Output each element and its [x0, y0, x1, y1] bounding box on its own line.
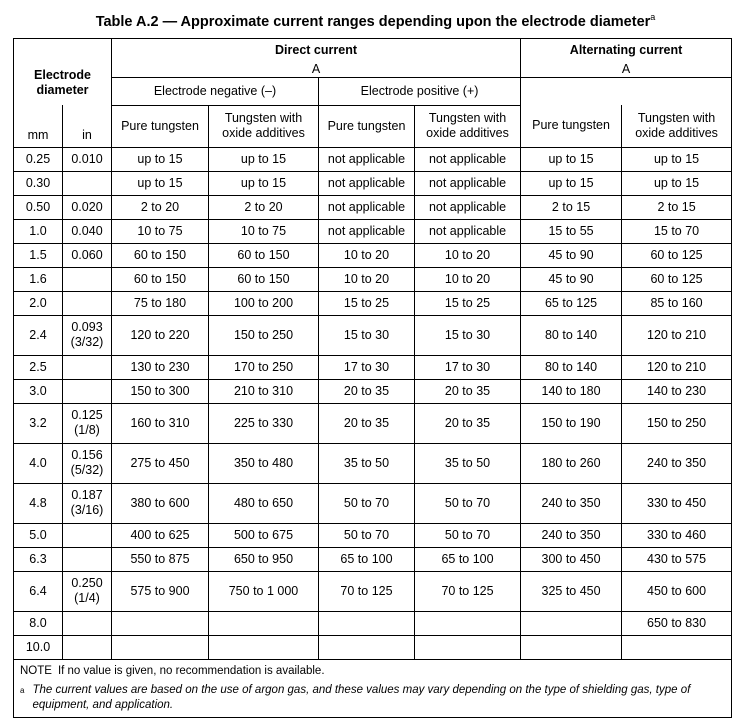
cell-dc-neg-oxide: 150 to 250 [209, 315, 319, 355]
cell-dc-neg-pure: 120 to 220 [112, 315, 209, 355]
cell-ac-oxide: 120 to 210 [622, 355, 732, 379]
table-header [14, 39, 732, 148]
cell-dc-pos-pure: 50 to 70 [319, 483, 415, 523]
header-alternating-current: Alternating current [521, 39, 732, 62]
cell-in [63, 571, 112, 611]
cell-dc-neg-pure: up to 15 [112, 147, 209, 171]
cell-dc-neg-oxide: 500 to 675 [209, 523, 319, 547]
cell-dc-neg-pure [112, 635, 209, 659]
cell-mm: 4.0 [14, 443, 63, 483]
cell-in-fraction: (3/32) [70, 335, 104, 349]
cell-dc-neg-oxide: 100 to 200 [209, 291, 319, 315]
cell-dc-pos-pure: not applicable [319, 219, 415, 243]
cell-ac-pure: 80 to 140 [521, 315, 622, 355]
cell-mm: 3.0 [14, 379, 63, 403]
cell-ac-pure: 140 to 180 [521, 379, 622, 403]
cell-in [63, 403, 112, 443]
cell-mm: 0.25 [14, 147, 63, 171]
cell-ac-oxide: up to 15 [622, 171, 732, 195]
cell-in-fraction: (1/4) [74, 591, 100, 605]
cell-dc-pos-oxide: not applicable [415, 171, 521, 195]
cell-dc-pos-oxide: 50 to 70 [415, 483, 521, 523]
cell-in [63, 483, 112, 523]
header-ac-pure: Pure tungsten [521, 105, 622, 147]
cell-ac-oxide: 240 to 350 [622, 443, 732, 483]
cell-dc-pos-oxide: 50 to 70 [415, 523, 521, 547]
cell-dc-neg-oxide: 2 to 20 [209, 195, 319, 219]
table-row [14, 483, 732, 523]
cell-dc-pos-oxide: 10 to 20 [415, 243, 521, 267]
cell-dc-pos-pure: 20 to 35 [319, 403, 415, 443]
cell-in [63, 267, 112, 291]
cell-dc-neg-oxide: 225 to 330 [209, 403, 319, 443]
cell-mm: 2.4 [14, 315, 63, 355]
table-row [14, 147, 732, 171]
cell-mm: 1.0 [14, 219, 63, 243]
cell-ac-oxide: 60 to 125 [622, 267, 732, 291]
cell-dc-pos-oxide: 17 to 30 [415, 355, 521, 379]
table-row [14, 243, 732, 267]
cell-in [63, 611, 112, 635]
cell-dc-pos-pure: 17 to 30 [319, 355, 415, 379]
cell-ac-oxide: 140 to 230 [622, 379, 732, 403]
cell-dc-pos-oxide: not applicable [415, 147, 521, 171]
table-row [14, 443, 732, 483]
cell-dc-pos-pure [319, 635, 415, 659]
cell-in [63, 195, 112, 219]
cell-in [63, 635, 112, 659]
cell-dc-pos-pure: not applicable [319, 147, 415, 171]
cell-dc-neg-oxide: 480 to 650 [209, 483, 319, 523]
cell-ac-oxide: 150 to 250 [622, 403, 732, 443]
cell-in [63, 291, 112, 315]
cell-dc-pos-pure: 10 to 20 [319, 267, 415, 291]
cell-dc-neg-pure [112, 611, 209, 635]
header-direct-current-unit: A [112, 62, 521, 78]
cell-ac-oxide: 330 to 460 [622, 523, 732, 547]
cell-dc-pos-pure: not applicable [319, 195, 415, 219]
cell-dc-pos-oxide: 15 to 25 [415, 291, 521, 315]
cell-in-fraction: (1/8) [74, 423, 100, 437]
table-row [14, 291, 732, 315]
cell-dc-neg-pure: 60 to 150 [112, 243, 209, 267]
cell-dc-pos-oxide [415, 611, 521, 635]
header-electrode-positive: Electrode positive (+) [319, 77, 521, 105]
cell-ac-pure: 2 to 15 [521, 195, 622, 219]
cell-dc-neg-pure: 75 to 180 [112, 291, 209, 315]
table-row [14, 219, 732, 243]
cell-mm: 0.30 [14, 171, 63, 195]
header-ac-oxide: Tungsten with oxide additives [622, 105, 732, 147]
cell-ac-pure: 65 to 125 [521, 291, 622, 315]
cell-mm: 2.0 [14, 291, 63, 315]
cell-ac-oxide: 15 to 70 [622, 219, 732, 243]
cell-dc-neg-oxide: 750 to 1 000 [209, 571, 319, 611]
cell-mm: 0.50 [14, 195, 63, 219]
cell-in-decimal: 0.010 [71, 151, 103, 166]
cell-ac-oxide: 2 to 15 [622, 195, 732, 219]
cell-ac-oxide: 330 to 450 [622, 483, 732, 523]
cell-dc-neg-oxide: up to 15 [209, 147, 319, 171]
cell-dc-pos-oxide: 20 to 35 [415, 379, 521, 403]
cell-ac-oxide: 450 to 600 [622, 571, 732, 611]
cell-in [63, 523, 112, 547]
table-row [14, 635, 732, 659]
cell-ac-pure: up to 15 [521, 171, 622, 195]
cell-dc-neg-pure: 575 to 900 [112, 571, 209, 611]
current-ranges-table [13, 38, 732, 718]
cell-dc-neg-oxide: 650 to 950 [209, 547, 319, 571]
cell-ac-oxide [622, 635, 732, 659]
cell-ac-pure [521, 611, 622, 635]
cell-in-decimal: 0.040 [71, 223, 103, 238]
cell-mm: 8.0 [14, 611, 63, 635]
cell-ac-pure: up to 15 [521, 147, 622, 171]
header-electrode-diameter: Electrode diameter [14, 62, 112, 106]
cell-in-fraction: (5/32) [70, 463, 104, 477]
cell-dc-pos-pure: 10 to 20 [319, 243, 415, 267]
cell-dc-neg-oxide: 170 to 250 [209, 355, 319, 379]
footnote [20, 683, 725, 713]
cell-dc-pos-pure: 50 to 70 [319, 523, 415, 547]
header-mm: mm [14, 105, 63, 147]
cell-dc-neg-pure: 400 to 625 [112, 523, 209, 547]
cell-in-decimal: 0.093 [71, 320, 103, 334]
table-title: Table A.2 — Approximate current ranges depending upon the electrode diameter$^a$ [95, 12, 656, 30]
header-dc-neg-oxide: Tungsten with oxide additives [209, 105, 319, 147]
cell-dc-pos-pure: 15 to 25 [319, 291, 415, 315]
table-notes [14, 659, 732, 717]
cell-in-decimal: 0.250 [71, 576, 103, 590]
header-dc-pos-pure: Pure tungsten [319, 105, 415, 147]
table-row [14, 355, 732, 379]
cell-dc-neg-oxide: 350 to 480 [209, 443, 319, 483]
header-dc-pos-oxide: Tungsten with oxide additives [415, 105, 521, 147]
cell-dc-neg-oxide [209, 611, 319, 635]
cell-dc-pos-pure: 20 to 35 [319, 379, 415, 403]
cell-dc-neg-oxide [209, 635, 319, 659]
cell-ac-oxide: 120 to 210 [622, 315, 732, 355]
cell-dc-pos-oxide: 15 to 30 [415, 315, 521, 355]
cell-dc-neg-oxide: up to 15 [209, 171, 319, 195]
cell-mm: 6.3 [14, 547, 63, 571]
table-row [14, 267, 732, 291]
cell-ac-pure: 240 to 350 [521, 523, 622, 547]
cell-ac-pure: 240 to 350 [521, 483, 622, 523]
cell-dc-pos-oxide [415, 635, 521, 659]
cell-dc-pos-oxide: 35 to 50 [415, 443, 521, 483]
cell-in [63, 315, 112, 355]
footnote-text: The current values are based on the use of argon gas, and these values may vary depending on the type of shielding gas, type of equipment, and application. [32, 683, 691, 711]
cell-ac-pure [521, 635, 622, 659]
cell-dc-neg-oxide: 210 to 310 [209, 379, 319, 403]
cell-dc-neg-pure: 150 to 300 [112, 379, 209, 403]
cell-mm: 4.8 [14, 483, 63, 523]
cell-mm: 1.5 [14, 243, 63, 267]
cell-dc-pos-pure [319, 611, 415, 635]
cell-ac-oxide: 60 to 125 [622, 243, 732, 267]
table-row [14, 315, 732, 355]
cell-ac-oxide: 430 to 575 [622, 547, 732, 571]
footnote-mark: a [20, 685, 25, 695]
cell-ac-pure: 45 to 90 [521, 267, 622, 291]
cell-dc-pos-pure: 15 to 30 [319, 315, 415, 355]
cell-dc-pos-pure: 70 to 125 [319, 571, 415, 611]
cell-mm: 5.0 [14, 523, 63, 547]
note-cell [14, 659, 732, 717]
cell-ac-pure: 150 to 190 [521, 403, 622, 443]
cell-dc-neg-pure: 60 to 150 [112, 267, 209, 291]
cell-dc-pos-oxide: 70 to 125 [415, 571, 521, 611]
header-electrode-negative: Electrode negative (–) [112, 77, 319, 105]
cell-in [63, 147, 112, 171]
cell-ac-pure: 180 to 260 [521, 443, 622, 483]
cell-dc-neg-pure: 2 to 20 [112, 195, 209, 219]
table-row [14, 171, 732, 195]
cell-dc-pos-oxide: 20 to 35 [415, 403, 521, 443]
cell-dc-pos-oxide: not applicable [415, 195, 521, 219]
cell-ac-pure: 325 to 450 [521, 571, 622, 611]
header-alternating-current-unit: A [521, 62, 732, 78]
cell-dc-pos-pure: 35 to 50 [319, 443, 415, 483]
cell-dc-neg-pure: 160 to 310 [112, 403, 209, 443]
cell-dc-neg-oxide: 10 to 75 [209, 219, 319, 243]
cell-in [63, 547, 112, 571]
cell-in [63, 171, 112, 195]
header-in: in [63, 105, 112, 147]
cell-dc-neg-pure: 275 to 450 [112, 443, 209, 483]
cell-in [63, 379, 112, 403]
cell-dc-neg-oxide: 60 to 150 [209, 243, 319, 267]
cell-dc-neg-oxide: 60 to 150 [209, 267, 319, 291]
cell-dc-pos-oxide: not applicable [415, 219, 521, 243]
table-row [14, 523, 732, 547]
cell-in [63, 243, 112, 267]
cell-ac-oxide: up to 15 [622, 147, 732, 171]
cell-dc-neg-pure: 380 to 600 [112, 483, 209, 523]
cell-dc-neg-pure: up to 15 [112, 171, 209, 195]
cell-dc-pos-pure: not applicable [319, 171, 415, 195]
cell-in-decimal: 0.187 [71, 488, 103, 502]
cell-in [63, 443, 112, 483]
cell-dc-neg-pure: 550 to 875 [112, 547, 209, 571]
cell-in-decimal: 0.060 [71, 247, 103, 262]
cell-in-decimal: 0.020 [71, 199, 103, 214]
cell-in-decimal: 0.156 [71, 448, 103, 462]
table-row [14, 547, 732, 571]
table-row [14, 403, 732, 443]
cell-mm: 2.5 [14, 355, 63, 379]
cell-dc-pos-oxide: 65 to 100 [415, 547, 521, 571]
cell-in [63, 355, 112, 379]
table-row [14, 611, 732, 635]
cell-dc-pos-pure: 65 to 100 [319, 547, 415, 571]
cell-dc-neg-pure: 10 to 75 [112, 219, 209, 243]
cell-dc-neg-pure: 130 to 230 [112, 355, 209, 379]
header-electrode-blank [14, 39, 112, 62]
cell-mm: 3.2 [14, 403, 63, 443]
note-text: If no value is given, no recommendation is available. [57, 664, 325, 677]
cell-mm: 6.4 [14, 571, 63, 611]
header-direct-current: Direct current [112, 39, 521, 62]
cell-in-fraction: (3/16) [70, 503, 104, 517]
cell-in-decimal: 0.125 [71, 408, 103, 422]
cell-dc-pos-oxide: 10 to 20 [415, 267, 521, 291]
cell-ac-oxide: 85 to 160 [622, 291, 732, 315]
cell-ac-pure: 300 to 450 [521, 547, 622, 571]
table-row [14, 571, 732, 611]
table-row [14, 379, 732, 403]
table-row [14, 195, 732, 219]
cell-ac-pure: 45 to 90 [521, 243, 622, 267]
header-dc-neg-pure: Pure tungsten [112, 105, 209, 147]
cell-ac-pure: 15 to 55 [521, 219, 622, 243]
table-body [14, 147, 732, 659]
header-ac-blank [521, 77, 732, 105]
title-footnote-mark: a [650, 12, 656, 22]
cell-mm: 10.0 [14, 635, 63, 659]
cell-ac-oxide: 650 to 830 [622, 611, 732, 635]
note-label: NOTE [20, 664, 52, 677]
cell-mm: 1.6 [14, 267, 63, 291]
cell-in [63, 219, 112, 243]
cell-ac-pure: 80 to 140 [521, 355, 622, 379]
